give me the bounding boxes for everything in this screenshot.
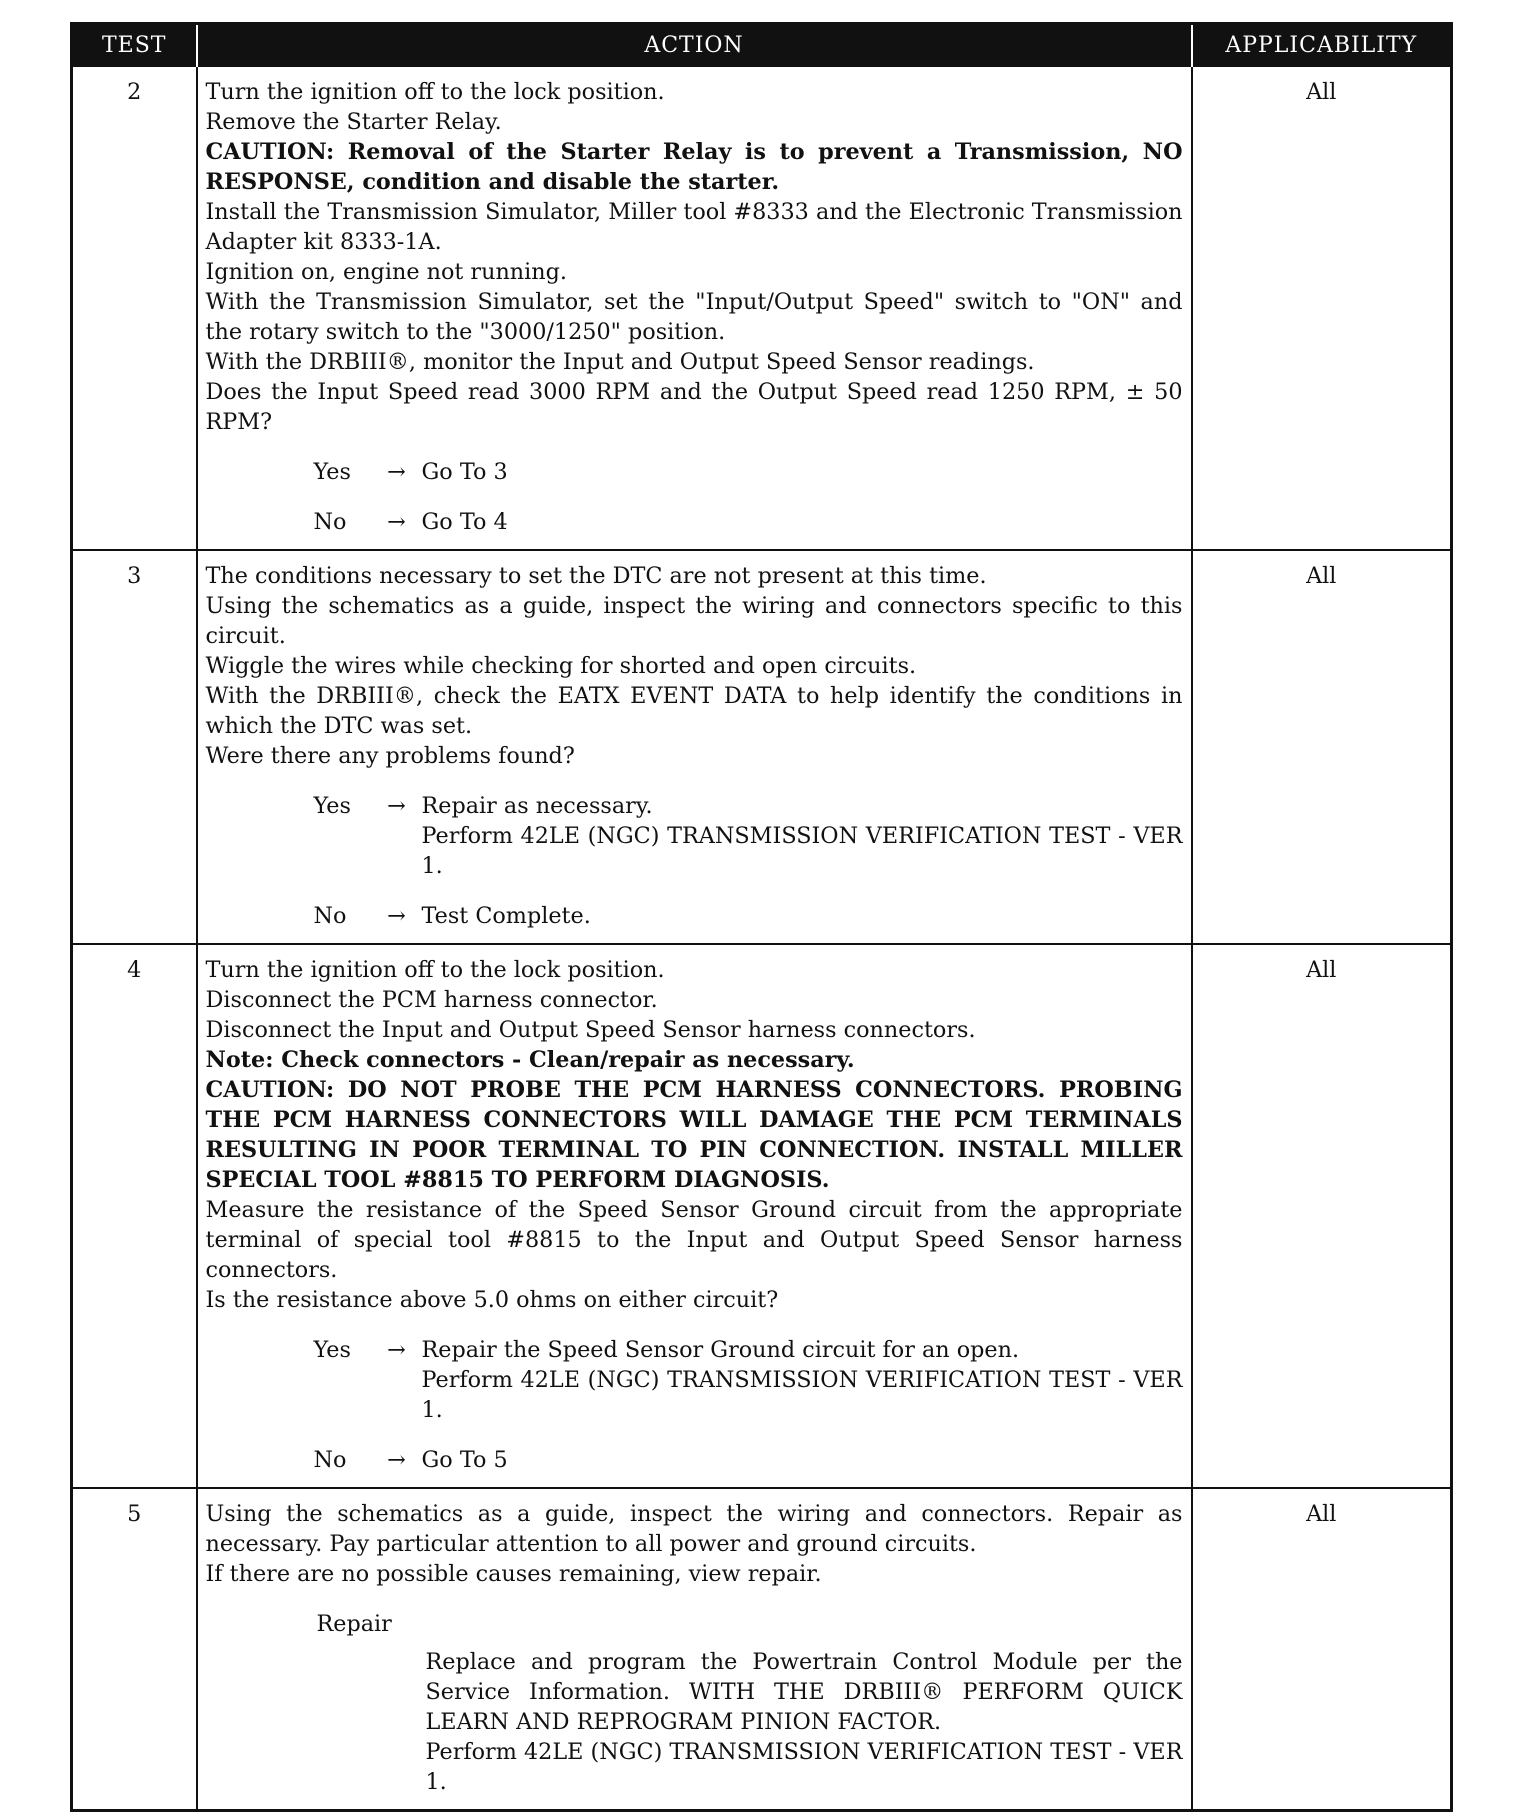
arrow-icon: → (387, 1447, 406, 1473)
instruction-line: Using the schematics as a guide, inspect the wiring and connectors specific to this circuit. (205, 593, 1183, 649)
result-line: Go To 5 (421, 1447, 508, 1473)
instruction-line: With the DRBIII®, check the EATX EVENT DATA to help identify the conditions in which the DTC was set. (205, 683, 1183, 739)
repair-body (206, 1647, 1183, 1797)
instruction-line: Using the schematics as a guide, inspect the wiring and connectors. Repair as necessary. Pay particular attention to all power and ground circuits. (205, 1501, 1183, 1557)
instruction-line: Disconnect the PCM harness connector. (205, 987, 658, 1013)
instruction-line: Were there any problems found? (205, 743, 575, 769)
applicability-value: All (1192, 1488, 1452, 1811)
instruction-line: Wiggle the wires while checking for shorted and open circuits. (205, 653, 917, 679)
table-row (72, 944, 1452, 1488)
header-action: ACTION (197, 24, 1192, 67)
caution-text: CAUTION: Removal of the Starter Relay is to prevent a Transmission, NO RESPONSE, condition and disable the starter. (205, 139, 1183, 195)
result-line: Repair as necessary. (421, 793, 653, 819)
result-line: Go To 4 (421, 509, 508, 535)
result-line: Go To 3 (421, 459, 508, 485)
test-number: 5 (72, 1488, 197, 1811)
arrow-icon: → (387, 903, 406, 929)
repair-line: Replace and program the Powertrain Control Module per the Service Information. WITH THE DRBIII® PERFORM QUICK LEARN AND REPROGRAM PINION FACTOR. (425, 1649, 1183, 1735)
result-line: Perform 42LE (NGC) TRANSMISSION VERIFICATION TEST - VER 1. (421, 1367, 1183, 1423)
result-no (206, 901, 1183, 931)
action-cell (197, 66, 1192, 550)
result-line: Test Complete. (421, 903, 591, 929)
arrow-icon: → (387, 1337, 406, 1363)
result-yes (206, 1335, 1183, 1425)
instruction-line: Remove the Starter Relay. (205, 109, 502, 135)
result-label: No (313, 509, 347, 535)
diagnostic-table (70, 22, 1453, 1812)
caution-text: Note: Check connectors - Clean/repair as necessary. (205, 1047, 855, 1073)
result-label: Yes (313, 793, 351, 819)
result-line: Perform 42LE (NGC) TRANSMISSION VERIFICATION TEST - VER 1. (421, 823, 1183, 879)
instruction-line: Does the Input Speed read 3000 RPM and the Output Speed read 1250 RPM, ± 50 RPM? (205, 379, 1183, 435)
instruction-line: Turn the ignition off to the lock position. (205, 957, 665, 983)
instruction-line: Ignition on, engine not running. (205, 259, 568, 285)
instruction-line: With the Transmission Simulator, set the "Input/Output Speed" switch to "ON" and the rotary switch to the "3000/1250" position. (205, 289, 1183, 345)
result-label: No (313, 1447, 347, 1473)
instruction-line: Is the resistance above 5.0 ohms on either circuit? (205, 1287, 779, 1313)
table-row (72, 1488, 1452, 1811)
action-cell (197, 944, 1192, 1488)
instruction-line: Install the Transmission Simulator, Miller tool #8333 and the Electronic Transmission Adapter kit 8333-1A. (205, 199, 1183, 255)
diagnostic-procedure-sheet (70, 22, 1450, 1812)
instruction-line: If there are no possible causes remaining, view repair. (205, 1561, 822, 1587)
instruction-line: Measure the resistance of the Speed Sensor Ground circuit from the appropriate terminal of special tool #8815 to the Input and Output Speed Sensor harness connectors. (205, 1197, 1183, 1283)
table-row (72, 550, 1452, 944)
test-number: 4 (72, 944, 197, 1488)
header-row (72, 24, 1452, 67)
instruction-line: Disconnect the Input and Output Speed Sensor harness connectors. (205, 1017, 976, 1043)
result-body (422, 1335, 1183, 1425)
result-body (422, 457, 1183, 487)
action-cell (197, 550, 1192, 944)
result-label: No (313, 903, 347, 929)
caution-text: CAUTION: DO NOT PROBE THE PCM HARNESS CONNECTORS. PROBING THE PCM HARNESS CONNECTORS WILL DAMAGE THE PCM TERMINALS RESULTING IN POOR TERMINAL TO PIN CONNECTION. INSTALL MILLER SPECIAL TOOL #8815 TO PERFORM DIAGNOSIS. (205, 1077, 1183, 1193)
arrow-icon: → (387, 793, 406, 819)
arrow-icon: → (387, 459, 406, 485)
instruction-line: Turn the ignition off to the lock position. (205, 79, 665, 105)
instruction-line: With the DRBIII®, monitor the Input and Output Speed Sensor readings. (205, 349, 1035, 375)
result-label: Yes (313, 1337, 351, 1363)
result-line: Repair the Speed Sensor Ground circuit for an open. (421, 1337, 1020, 1363)
applicability-value: All (1192, 66, 1452, 550)
arrow-icon: → (387, 509, 406, 535)
result-body (422, 901, 1183, 931)
result-no (206, 507, 1183, 537)
applicability-value: All (1192, 550, 1452, 944)
result-label: Yes (313, 459, 351, 485)
table-row (72, 66, 1452, 550)
result-body (422, 1445, 1183, 1475)
action-cell (197, 1488, 1192, 1811)
test-number: 3 (72, 550, 197, 944)
table-body (72, 66, 1452, 1811)
repair-line: Perform 42LE (NGC) TRANSMISSION VERIFICATION TEST - VER 1. (425, 1739, 1183, 1795)
repair-label: Repair (316, 1611, 392, 1637)
result-no (206, 1445, 1183, 1475)
instruction-line: The conditions necessary to set the DTC are not present at this time. (205, 563, 987, 589)
result-body (422, 791, 1183, 881)
test-number: 2 (72, 66, 197, 550)
header-test: TEST (72, 24, 197, 67)
applicability-value: All (1192, 944, 1452, 1488)
header-applicability: APPLICABILITY (1192, 24, 1452, 67)
result-yes (206, 791, 1183, 881)
result-body (422, 507, 1183, 537)
result-yes (206, 457, 1183, 487)
